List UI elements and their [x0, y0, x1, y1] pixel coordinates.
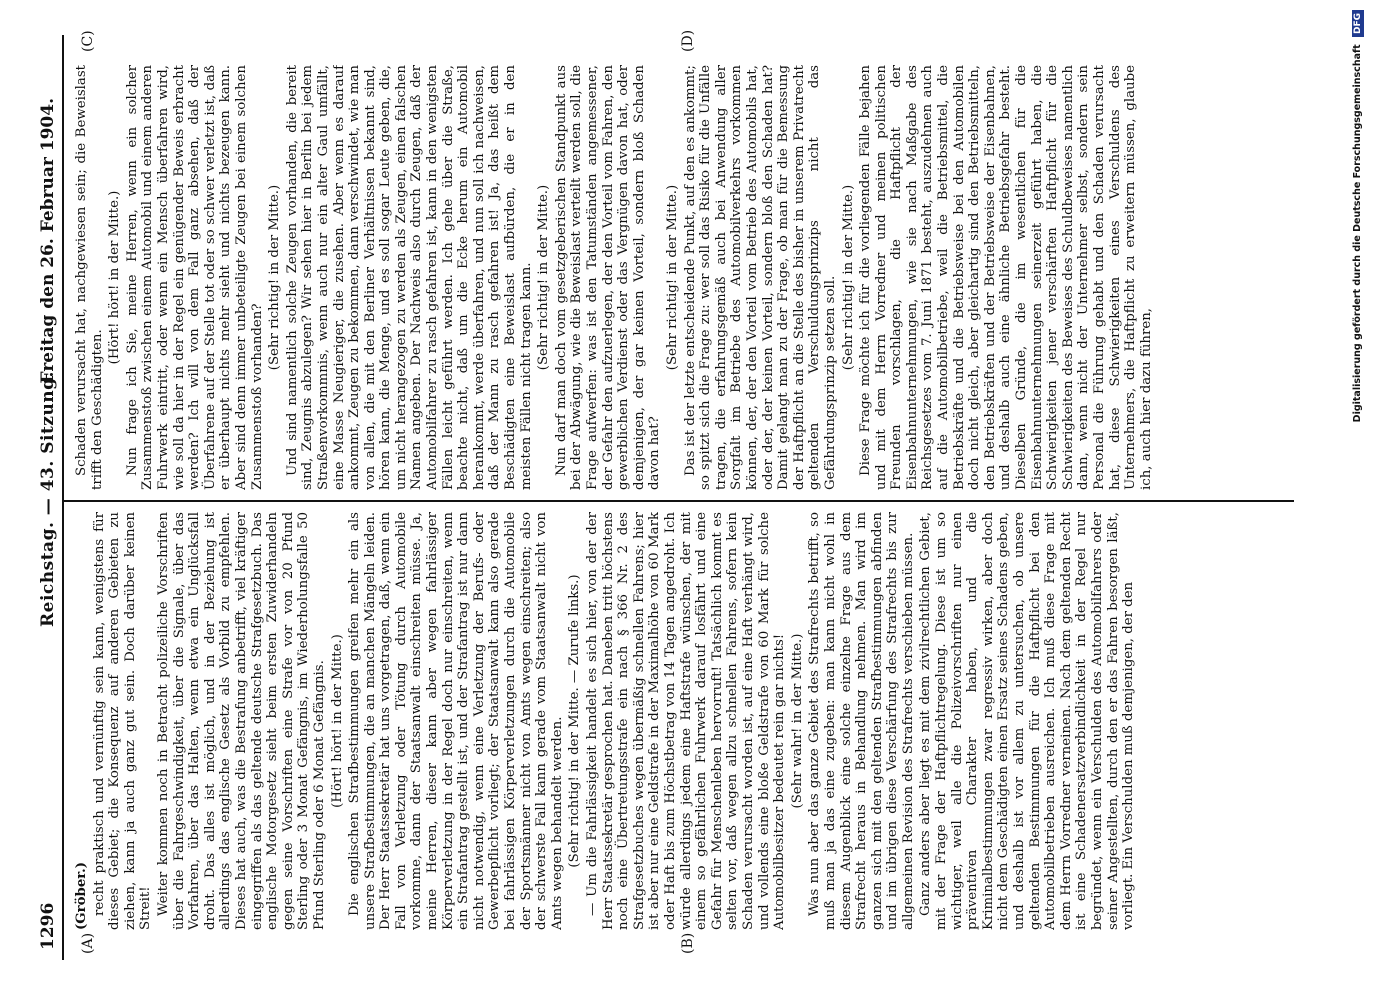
interjection: (Sehr richtig! in der Mitte. — Zurufe links.) — [567, 574, 583, 868]
page-number: 1296 — [38, 902, 58, 950]
credit-text: Digitalisierung gefördert durch die Deutsche Forschungsgemeinschaft — [1352, 44, 1363, 423]
paragraph: — Um die Fahrlässigkeit handelt es sich hier, von der der Herr Staatssekretär gesprochen hat. Daneben tritt höchstens noch eine Übertretungsstrafe ein nach § 366 Nr. 2 des Strafgesetzbuches wegen übermäßig schnellen Fahrens; hier ist aber nur eine Geldstrafe in der Maximalhöhe von 60 Mark oder Haft bis zum Höchstbetrag von 14 Tagen angedroht. Ich würde allerdings jedem eine Haftstrafe wünschen, der mit einem so gefährlichen Fuhrwerk darauf losfährt und eine Gefahr für Menschenleben hervorruft! Tatsächlich kommt es selten vor, daß wegen allzu schnellen Fahrens, sofern kein Schaden verursacht worden ist, auf eine Haft verhängt wird, und vollends eine bloße Geldstrafe von 60 Mark für solche Automobilbesitzer bedeutet rein gar nichts! — [585, 512, 788, 930]
page-header — [34, 38, 64, 960]
interjection: (Sehr richtig! in der Mitte.) — [664, 184, 680, 371]
interjection: (Sehr richtig! in der Mitte.) — [267, 184, 283, 371]
column-divider — [64, 500, 1294, 502]
paragraph: Und sind namentlich solche Zeugen vorhanden, die bereit sind, Zeugnis abzulegen? Wir sehen hier in Berlin bei jedem Straßenvorkommnis, wenn auch nur ein alter Gaul umfällt, eine Masse Neugieriger, die zusehen. Aber wenn es darauf ankommt, Zeugen zu bekommen, dann verschwindet, wie man von allen, die mit den Berliner Verhältnissen bekannt sind, hören kann, die Menge, und es soll sogar Leute geben, die, um nicht herangezogen zu werden als Zeugen, einen falschen Namen angeben. Der Nachweis also durch Zeugen, daß der Automobilfahrer zu rasch gefahren ist, kann in den wenigsten Fällen leicht geführt werden. Ich gehe über die Straße, beachte nicht, daß um die Ecke herum ein Automobil herankommt, werde überfahren, und nun soll ich nachweisen, daß der Mann zu rasch gefahren ist! Ja, das heißt dem Beschädigten eine Beweislast aufbürden, die er in den meisten Fällen nicht tragen kann. — [284, 65, 534, 490]
paragraph: Schaden verursacht hat, nachgewiesen sein; die Beweislast trifft den Geschädigten. — [74, 65, 105, 490]
paragraph: Nun darf man doch vom gesetzgeberischen Standpunkt aus bei der Abwägung, wie die Beweislast verteilt werden soll, die Frage aufwerfen: was ist den Tatumständen angemessener, der Gefahr den aufzuerlegen, der den Vorteil vom Fahren, den gewerblichen Verdienst oder das Vergnügen davon hat, oder demjenigen, der gar keinen Vorteil, sondern bloß Schaden davon hat? — [553, 65, 663, 490]
interjection: (Hört! hört! in der Mitte.) — [107, 190, 123, 365]
paragraph: Die englischen Strafbestimmungen greifen mehr ein als unsere Strafbestimmungen, die an manchen Mängeln leiden. Der Herr Staatssekretär hat uns vorgetragen, daß, wenn ein Fall von Verletzung oder Tötung durch Automobile vorkomme, dann der Staatsanwalt einschreiten müsse. Ja, meine Herren, dieser kann aber wegen fahrlässiger Körperverletzung in der Regel doch nur einschreiten, wenn ein Strafantrag gestellt ist, und der Strafantrag ist nur dann nicht notwendig, wenn eine Verletzung der Berufs- oder Gewerbepflicht vorliegt; der Staatsanwalt kann also gerade bei fahrlässigen Körperverletzungen durch die Automobile der Sportsmänner nicht von Amts wegen einschreiten; also der schwerste Fall kann gerade vom Staatsanwalt nicht von Amts wegen behandelt werden. — [347, 512, 565, 930]
paragraph: Diese Frage möchte ich für die vorliegenden Fälle bejahen und mit dem Herrn Vorredner und meinen politischen Freunden vorschlagen, die Haftpflicht der Eisenbahnunternehmungen, wie sie nach Maßgabe des Reichsgesetzes vom 7. Juni 1871 besteht, auszudehnen auch auf die Automobilbetriebe, weil die Betriebsmittel, die Betriebskräfte und die Betriebsweise bei den Automobilen doch nicht gleich, aber gleichartig sind den Betriebsmitteln, den Betriebskräften und der Betriebsweise der Eisenbahnen, und deshalb auch eine ähnliche Betriebsgefahr besteht. Dieselben Gründe, die im wesentlichen für die Eisenbahnunternehmungen seinerzeit geführt haben, die Schwierigkeiten jener verschärften Haftpflicht für die Schwierigkeiten des Beweises des Schuldbeweises namentlich dann, wenn nicht der Unternehmer selbst, sondern sein Personal die Führung gehabt und den Schaden verursacht hat, diese Schwierigkeiten eines Verschuldens des Unternehmers, die Haftpflicht zu erweitern müssen, glaube ich, auch hier dazu führen, — [858, 65, 1154, 490]
paragraph: Das ist der letzte entscheidende Punkt, auf den es ankommt; so spitzt sich die Frage zu: wer soll das Risiko für die Unfälle tragen, die erfahrungsgemäß auch bei Anwendung aller Sorgfalt im Betriebe des Automobilverkehrs vorkommen können, der, der den Vorteil vom Betrieb des Automobils hat, oder der, der keinen Vorteil, sondern bloß den Schaden hat? Damit gelangt man zu der Frage, ob man für die Bemessung der Haftpflicht an die Stelle des bisher in unserem Privatrecht geltenden Verschuldungsprinzips nicht das Gefährdungsprinzip setzen soll. — [682, 65, 838, 490]
right-column — [74, 65, 1289, 490]
session-date: Freitag den 26. Februar 1904. — [38, 98, 58, 384]
left-column — [74, 512, 1289, 930]
interjection: (Sehr richtig! in der Mitte.) — [840, 184, 856, 371]
paragraph: Was nun aber das ganze Gebiet des Strafrechts betrifft, so muß man ja das eine zugeben: man kann nicht wohl in diesem Augenblick eine solche einzelne Frage aus dem Strafrecht heraus in Behandlung nehmen. Man wird im ganzen sich mit den geltenden Strafbestimmungen abfinden und im übrigen diese Verschärfung des Strafrechts bis zur allgemeinen Revision des Strafrechts verschieben müssen. — [807, 512, 916, 930]
speaker-name: (Gröber.) — [74, 862, 89, 930]
paragraph: Nun frage ich Sie, meine Herren, wenn ein solcher Zusammenstoß zwischen einem Automobil und einem anderen Fuhrwerk eintritt, oder wenn ein Mensch überfahren wird, wie soll da hier in der Regel ein genügender Beweis erbracht werden? Ich will von dem Fall ganz absehen, daß der Überfahrene auf der Stelle tot oder so schwer verletzt ist, daß er überhaupt nichts mehr sieht und nichts bezeugen kann. Aber sind denn immer unbeteiligte Zeugen bei einem solchen Zusammenstoß vorhanden? — [124, 65, 265, 490]
paragraph: Weiter kommen noch in Betracht polizeiliche Vorschriften über die Fahrgeschwindigkeit, über die Signale, über das Vorfahren, über das Halten, wenn etwa ein Unglücksfall droht. Das alles ist möglich, und in der Beziehung ist allerdings das englische Gesetz als Vorbild zu empfehlen. Dieses hat auch, was die Bestrafung anbetrifft, viel kräftiger eingegriffen als das geltende deutsche Strafgesetzbuch. Das englische Motorgesetz sieht beim ersten Zuwiderhandeln gegen seine Vorschriften eine Strafe vor von 20 Pfund Sterling oder 3 Monat Gefängnis, im Wiederholungsfalle 50 Pfund Sterling oder 6 Monat Gefängnis. — [155, 512, 327, 930]
paragraph: recht praktisch und vernünftig sein kann, wenigstens für dieses Gebiet; die Konsequenz auf anderen Gebieten zu ziehen, kann ja auch ganz gut sein. Doch darüber keinen Streit! — [91, 512, 154, 930]
paragraph: Ganz anders aber liegt es mit dem zivilrechtlichen Gebiet, mit der Frage der Haftpflichtregelung. Diese ist um so wichtiger, weil alle die Polizeivorschriften nur einen präventiven Charakter haben, und die Kriminalbestimmungen zwar regressiv wirken, aber doch nicht dem Geschädigten einen Ersatz seines Schadens geben, und deshalb ist vor allem zu untersuchen, ob unsere geltenden Bestimmungen für die Haftpflicht bei den Automobilbetrieben ausreichen. Ich muß diese Frage mit dem Herrn Vorredner verneinen. Nach dem geltenden Recht ist eine Schadenersatzverbindlichkeit in der Regel nur begründet, wenn ein Verschulden des Automobilfahrers oder seiner Angestellten, durch den er das Fahren besorgen läßt, vorliegt. Ein Verschulden muß demjenigen, der den — [918, 512, 1137, 930]
margin-letter-c: (C) — [80, 30, 96, 52]
interjection: (Hört! hört! in der Mitte.) — [329, 634, 345, 808]
digitization-credit — [1352, 10, 1364, 570]
dfg-logo: DFG — [1352, 10, 1364, 37]
interjection: (Sehr richtig! in der Mitte.) — [536, 184, 552, 371]
margin-letter-a: (A) — [80, 932, 96, 954]
page-title: Reichstag. — 43. Sitzung. — [38, 371, 58, 627]
margin-letter-d: (D) — [680, 29, 696, 52]
header-rule — [62, 35, 64, 960]
margin-letter-b: (B) — [680, 932, 696, 954]
interjection: (Sehr wahr! in der Mitte.) — [789, 633, 805, 809]
